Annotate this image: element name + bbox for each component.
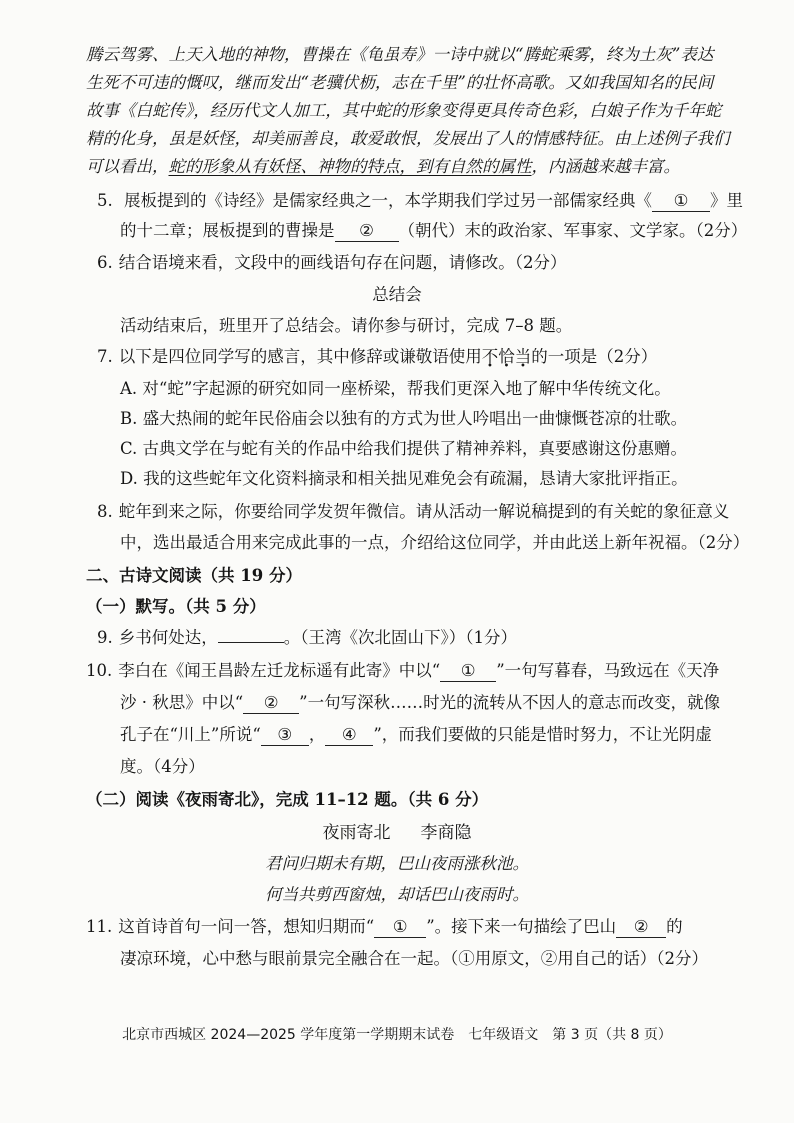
question-6: 6. 结合语境来看，文段中的画线语句存在问题，请修改。（2分） — [97, 253, 567, 272]
answer-blank[interactable]: ④ — [325, 725, 373, 746]
option-b[interactable]: B. 盛大热闹的蛇年民俗庙会以独有的方式为世人吟唱出一曲慷慨苍凉的壮歌。 — [120, 409, 688, 428]
question-7: 7. 以下是四位同学写的感言，其中修辞或谦敬语使用不恰当的一项是（2分） — [97, 347, 658, 366]
answer-blank[interactable]: ③ — [261, 725, 309, 746]
answer-blank[interactable]: ① — [374, 917, 426, 938]
section-2-heading: 二、古诗文阅读（共 19 分） — [86, 566, 302, 585]
poem-title: 夜雨寄北 — [322, 823, 391, 843]
para-line: 精的化身，虽是妖怪，却美丽善良，敢爱敢恨，发展出了人的情感特征。由上述例子我们 — [86, 129, 730, 148]
poem-heading — [0, 822, 794, 844]
section-intro: 活动结束后，班里开了总结会。请你参与研讨，完成 7–8 题。 — [120, 316, 573, 335]
question-10-line2: 沙 · 秋思》中以“ ② ”一句写深秋……时光的流转从不因人的意志而改变，就像 — [120, 693, 721, 712]
question-number: 5. — [97, 191, 113, 210]
answer-blank[interactable]: ② — [335, 221, 399, 242]
poem-line: 何当共剪西窗烛，却话巴山夜雨时。 — [265, 885, 529, 904]
para-line-last: 可以看出，蛇的形象从有妖怪、神物的特点，到有自然的属性，内涵越来越丰富。 — [86, 157, 680, 176]
page-footer: 北京市西城区 2024—2025 学年度第一学期期末试卷 七年级语文 第 3 页（共 8 页） — [122, 1027, 672, 1043]
answer-blank[interactable] — [218, 642, 284, 643]
question-8-line2: 中，选出最适合用来完成此事的一点，介绍给这位同学，并由此送上新年祝福。（2分） — [120, 533, 750, 552]
para-line: 腾云驾雾、上天入地的神物，曹操在《龟虽寿》一诗中就以“腾蛇乘雾，终为土灰”表达 — [86, 45, 714, 64]
underlined-sentence: 蛇的形象从有妖怪、神物的特点，到有自然的属性 — [168, 157, 532, 176]
question-11-line2: 凄凉环境，心中愁与眼前景完全融合在一起。（①用原文，②用自己的话）（2分） — [120, 949, 708, 968]
poem-author: 李商隐 — [420, 823, 472, 843]
poem-line: 君问归期未有期，巴山夜雨涨秋池。 — [265, 854, 529, 873]
answer-blank[interactable]: ② — [243, 693, 299, 714]
option-c[interactable]: C. 古典文学在与蛇有关的作品中给我们提供了精神养料，真要感谢这份惠赠。 — [120, 439, 688, 458]
question-8: 8. 蛇年到来之际，你要给同学发贺年微信。请从活动一解说稿提到的有关蛇的象征意义 — [97, 502, 730, 521]
question-10: 10. 李白在《闻王昌龄左迁龙标遥有此寄》中以“ ① ”一句写暮春，马致远在《天净 — [86, 661, 720, 680]
option-a[interactable]: A. 对“蛇”字起源的研究如同一座桥梁，帮我们更深入地了解中华传统文化。 — [120, 379, 671, 398]
question-5-line2: 的十二章；展板提到的曹操是 ② （朝代）末的政治家、军事家、文学家。（2分） — [120, 221, 748, 240]
question-10-line4: 度。（4分） — [120, 757, 205, 776]
answer-blank[interactable]: ① — [652, 191, 710, 212]
question-9: 9. 乡书何处达， 。（王湾《次北固山下》）（1分） — [97, 628, 517, 647]
question-5: 5. 展板提到的《诗经》是儒家经典之一，本学期我们学过另一部儒家经典《 ① 》里 — [97, 191, 743, 210]
para-line: 生死不可违的慨叹，继而发出“老骥伏枥，志在千里”的壮怀高歌。又如我国知名的民间 — [86, 73, 714, 92]
part-2-heading: （二）阅读《夜雨寄北》，完成 11–12 题。（共 6 分） — [86, 790, 489, 809]
question-10-line3: 孔子在“川上”所说“ ③ ， ④ ”，而我们要做的只能是惜时努力，不让光阴虚 — [120, 725, 712, 744]
answer-blank[interactable]: ② — [616, 917, 666, 938]
para-line: 故事《白蛇传》，经历代文人加工，其中蛇的形象变得更具传奇色彩，白娘子作为千年蛇 — [86, 101, 722, 120]
part-1-heading: （一）默写。（共 5 分） — [86, 597, 266, 616]
answer-blank[interactable]: ① — [440, 661, 496, 682]
question-11: 11. 这首诗首句一问一答，想知归期而“ ① ”。接下来一句描绘了巴山 ② 的 — [86, 917, 683, 936]
section-heading: 总结会 — [372, 285, 422, 304]
option-d[interactable]: D. 我的这些蛇年文化资料摘录和相关拙见难免会有疏漏，恳请大家批评指正。 — [120, 469, 688, 488]
